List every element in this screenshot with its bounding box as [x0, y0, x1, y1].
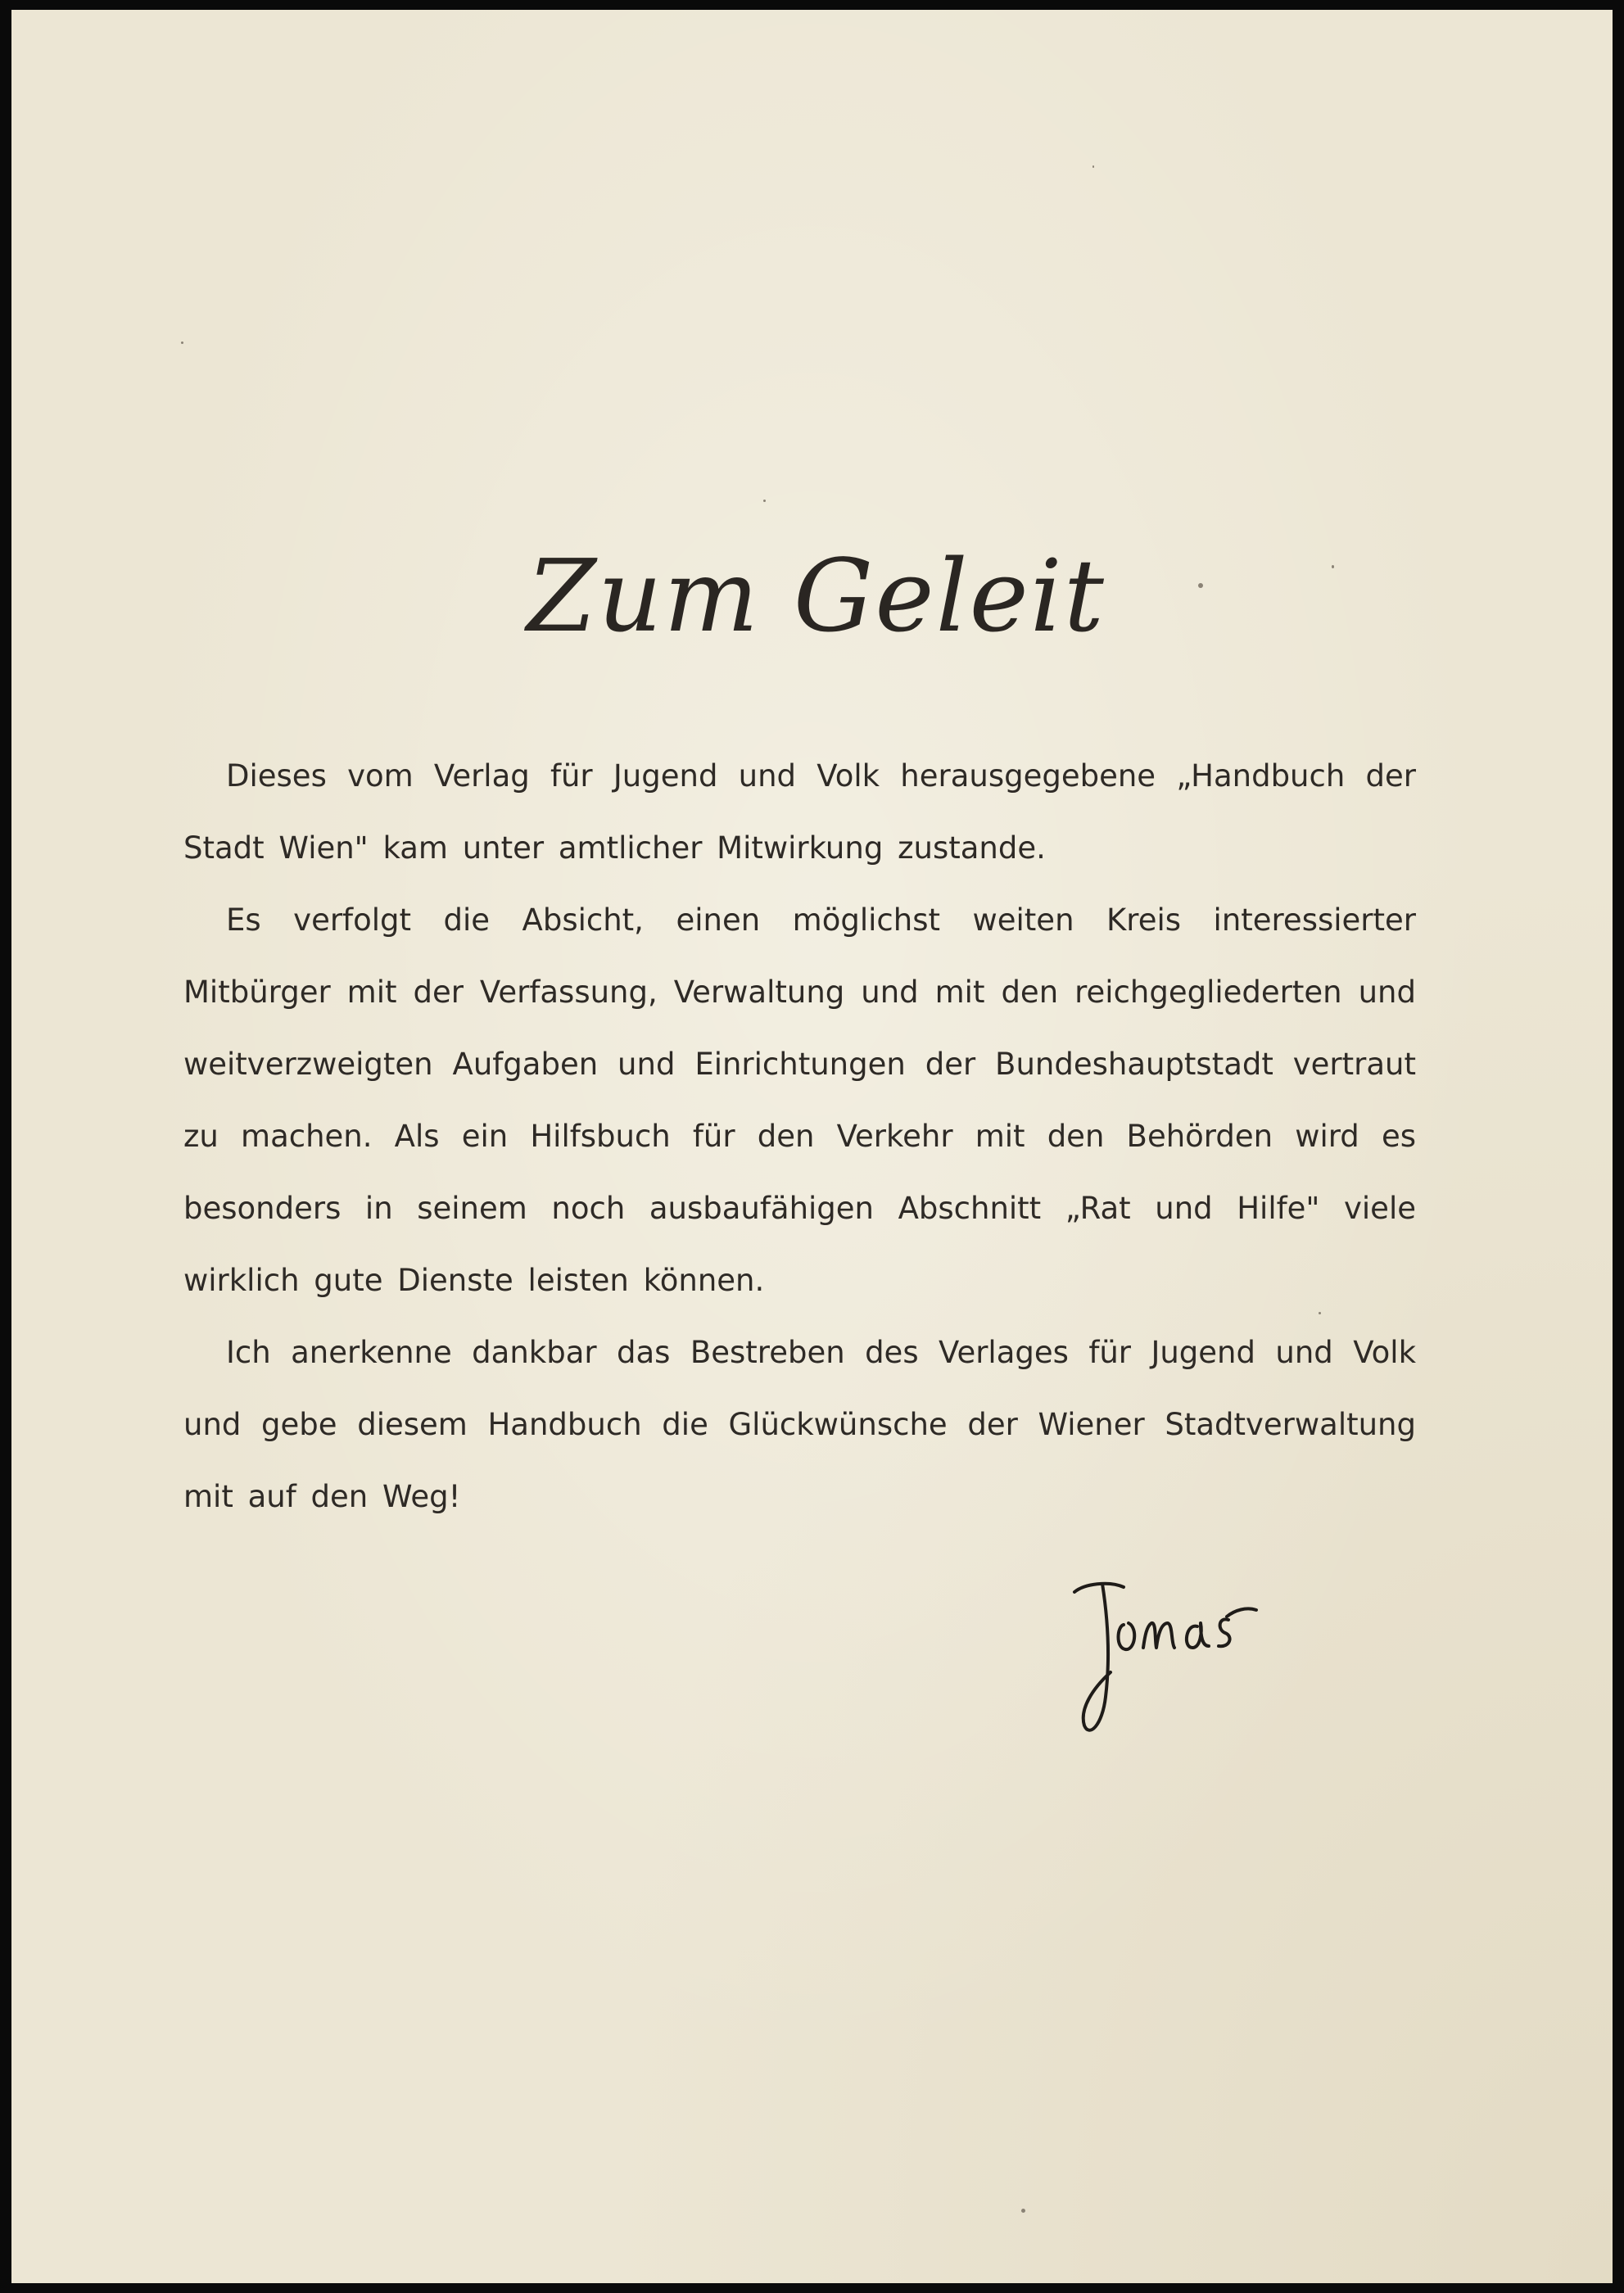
paper-speck	[181, 341, 183, 344]
paper-speck	[1332, 565, 1334, 568]
handwritten-signature	[1060, 1566, 1305, 1746]
paper-speck	[763, 500, 766, 502]
paragraph-1: Dieses vom Verlag für Jugend und Volk herausgegebene „Handbuch der Stadt Wien" kam unter amtlicher Mitwirkung zustande.	[183, 758, 1416, 866]
paragraph-3: Ich anerkenne dankbar das Bestreben des Verlages für Jugend und Volk und gebe diesem Handbuch die Glückwünsche der Wiener Stadtverwaltung mit auf den Weg!	[183, 1335, 1416, 1514]
paper-speck	[1021, 2209, 1025, 2213]
paper-speck	[1198, 583, 1203, 588]
page-title: Zum Geleit	[527, 538, 1106, 654]
body-text	[183, 740, 1416, 1533]
paper-speck	[1319, 1312, 1321, 1314]
paper-speck	[1092, 165, 1094, 168]
paragraph-2: Es verfolgt die Absicht, einen möglichst weiten Kreis interessierter Mitbürger mit der Verfassung, Verwaltung und mit den reichgegliederten und weitverzweigten Aufgaben und Einrichtungen der Bundeshauptstadt vertraut zu machen. Als ein Hilfsbuch für den Verkehr mit den Behörden wird es besonders in seinem noch ausbaufähigen Abschnitt „Rat und Hilfe" viele wirklich gute Dienste leisten können.	[183, 902, 1416, 1298]
document-page	[11, 10, 1613, 2283]
